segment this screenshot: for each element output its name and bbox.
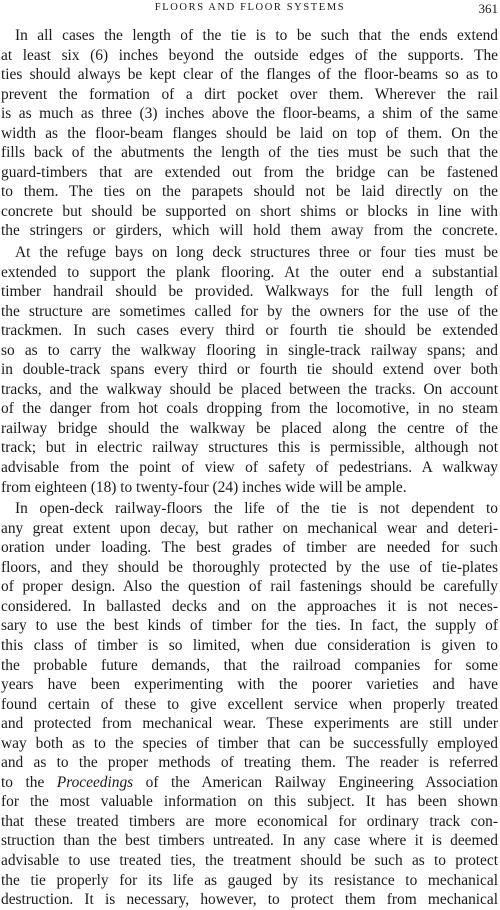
text-line: struction than the best timbers untreated. In any case where it is deemed <box>1 832 498 850</box>
text-line: destruction. It is necessary, however, to protect them from mechanical <box>1 891 498 909</box>
text-line: the probable future demands, that the railroad companies for some <box>1 656 498 674</box>
text-line: the tie properly for its life as gauged by its resistance to mechanical <box>1 871 498 889</box>
text-line: so as to carry the walkway flooring in single-track railway spans; and <box>1 341 498 359</box>
text-line: concrete but should be supported on short shims or blocks in line with <box>1 202 498 220</box>
text-line: found certain of these to give excellent service when properly treated <box>1 695 498 713</box>
body-text <box>1 26 498 910</box>
text-line: In open-deck railway-floors the life of the tie is not dependent to <box>15 500 498 518</box>
text-line: guard-timbers that are extended out from the bridge can be fastened <box>1 163 498 181</box>
text-line: the stringers or girders, which will hold them away from the concrete. <box>1 222 498 240</box>
line-suffix: of the American Railway Engineering Association <box>133 773 498 791</box>
text-line: track; but in electric railway structures this is permissible, although not <box>1 439 498 457</box>
text-line: In all cases the length of the tie is to be such that the ends extend <box>15 27 498 44</box>
text-line: in double-track spans every third or fourth tie should extend over both <box>1 361 498 379</box>
text-line: tracks, and the walkway should be placed between the tracks. On account <box>1 380 498 398</box>
text-line-with-italic <box>1 773 498 793</box>
paragraph <box>1 243 498 497</box>
text-line: width as the floor-beam flanges should be laid on top of them. On the <box>1 124 498 142</box>
text-line: is as much as three (3) inches above the floor-beams, a shim of the same <box>1 105 498 123</box>
text-line: years have been experimenting with the poorer varieties and have <box>1 676 498 694</box>
text-line: that these treated timbers are more economical for ordinary track con- <box>1 812 498 830</box>
text-line: at least six (6) inches beyond the outside edges of the supports. The <box>1 46 498 64</box>
text-line: advisable from the point of view of safety of pedestrians. A walkway <box>1 459 498 477</box>
text-line: trackmen. In such cases every third or fourth tie should be extended <box>1 322 498 340</box>
text-line: railway bridge should the walkway be placed along the centre of the <box>1 419 498 437</box>
running-head <box>0 1 500 17</box>
text-line: and as to the proper methods of treating them. The reader is referred <box>1 754 498 772</box>
paragraph <box>1 499 498 909</box>
text-line: ties should always be kept clear of the flanges of the floor-beams so as to <box>1 66 498 84</box>
text-line: timber handrail should be provided. Walkways for the full length of <box>1 283 498 301</box>
text-line: prevent the formation of a dirt pocket over them. Wherever the rail <box>1 85 498 103</box>
text-line: any great extent upon decay, but rather on mechanical wear and deteri- <box>1 519 498 537</box>
text-line: this class of timber is so limited, when due consideration is given to <box>1 636 498 654</box>
text-line: floors, and they should be thoroughly protected by the use of tie-plates <box>1 558 498 576</box>
text-line: advisable to use treated ties, the treatment should be such as to protect <box>1 851 498 869</box>
text-line: from eighteen (18) to twenty-four (24) inches wide will be ample. <box>1 478 407 496</box>
text-line: At the refuge bays on long deck structures three or four ties must be <box>15 244 498 262</box>
text-line: and protected from mechanical wear. These experiments are still under <box>1 715 498 733</box>
text-line: oration under loading. The best grades of timber are needed for such <box>1 539 498 557</box>
italic-title: Proceedings <box>56 773 134 791</box>
text-line: of proper design. Also the question of rail fastenings should be carefully <box>1 578 498 596</box>
running-title: FLOORS AND FLOOR SYSTEMS <box>154 2 346 13</box>
text-line: for the most valuable information on this subject. It has been shown <box>1 793 498 811</box>
text-line: fills back of the abutments the length of the ties must be such that the <box>1 144 498 162</box>
text-line: way both as to the species of timber that can be successfully employed <box>1 734 498 752</box>
text-line: extended to support the plank flooring. At the outer end a substantial <box>1 263 498 281</box>
text-line: of the danger from hot coals dropping from the locomotive, in no steam <box>1 400 498 418</box>
text-line: considered. In ballasted decks and on the approaches it is not neces- <box>1 597 498 615</box>
page-number: 361 <box>478 1 498 16</box>
text-line: to them. The ties on the parapets should not be laid directly on the <box>1 183 498 201</box>
paragraph <box>1 26 498 241</box>
line-prefix: to the <box>1 773 57 791</box>
text-line: the structure are sometimes called for by the owners for the use of the <box>1 302 498 320</box>
text-line: sary to use the best kinds of timber for the ties. In fact, the supply of <box>1 617 498 635</box>
